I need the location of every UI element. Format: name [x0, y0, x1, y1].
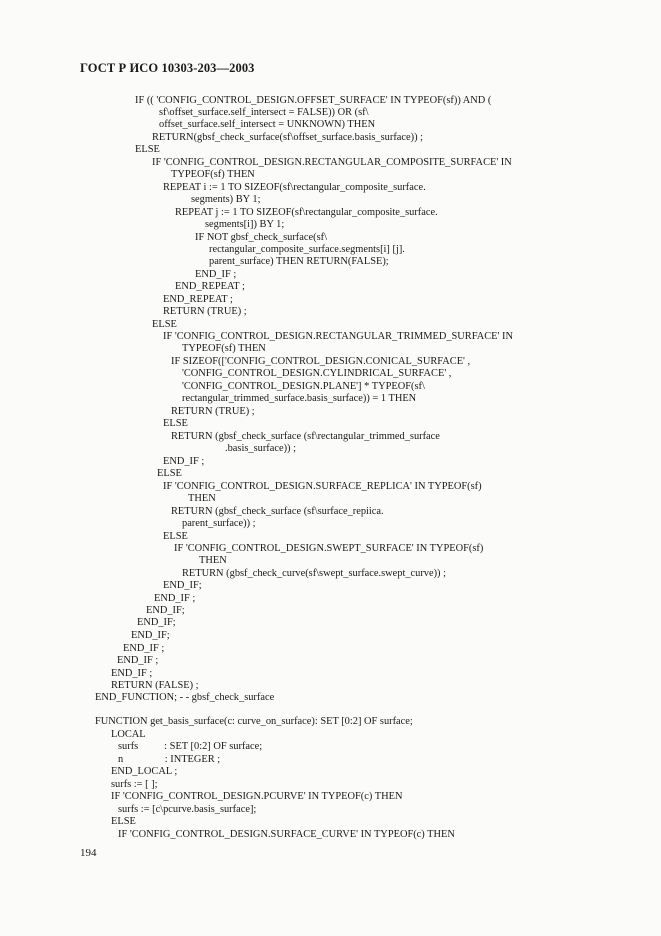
code-line: IF 'CONFIG_CONTROL_DESIGN.SWEPT_SURFACE' IN TYPEOF(sf)	[174, 543, 484, 554]
code-line: END_IF ;	[195, 269, 237, 280]
code-line: RETURN (gbsf_check_curve(sf\swept_surface.swept_curve)) ;	[182, 568, 447, 579]
code-line: END_REPEAT ;	[163, 294, 233, 305]
code-line: THEN	[199, 555, 227, 566]
code-line: LOCAL	[111, 729, 146, 740]
document-header: ГОСТ Р ИСО 10303-203—2003	[80, 61, 255, 75]
code-line: REPEAT j := 1 TO SIZEOF(sf\rectangular_composite_surface.	[175, 207, 438, 218]
code-line: IF 'CONFIG_CONTROL_DESIGN.RECTANGULAR_TRIMMED_SURFACE' IN	[163, 331, 513, 342]
code-line: END_IF;	[131, 630, 170, 641]
code-line: sf\offset_surface.self_intersect = FALSE)) OR (sf\	[159, 107, 369, 118]
code-line: segments[i]) BY 1;	[205, 219, 285, 230]
code-line: END_IF ;	[123, 643, 165, 654]
code-line: IF 'CONFIG_CONTROL_DESIGN.RECTANGULAR_COMPOSITE_SURFACE' IN	[152, 157, 512, 168]
code-line: RETURN (TRUE) ;	[163, 306, 247, 317]
code-line: IF 'CONFIG_CONTROL_DESIGN.PCURVE' IN TYPEOF(c) THEN	[111, 791, 403, 802]
code-line: IF 'CONFIG_CONTROL_DESIGN.SURFACE_REPLICA' IN TYPEOF(sf)	[163, 481, 482, 492]
code-line: FUNCTION get_basis_surface(c: curve_on_surface): SET [0:2] OF surface;	[95, 716, 413, 727]
code-line: n : INTEGER ;	[118, 754, 221, 765]
code-line: IF NOT gbsf_check_surface(sf\	[195, 232, 327, 243]
code-line: 'CONFIG_CONTROL_DESIGN.CYLINDRICAL_SURFACE' ,	[182, 368, 452, 379]
code-line: parent_surface) THEN RETURN(FALSE);	[209, 256, 389, 267]
code-line: IF 'CONFIG_CONTROL_DESIGN.SURFACE_CURVE' IN TYPEOF(c) THEN	[118, 829, 455, 840]
code-line: RETURN (FALSE) ;	[111, 680, 199, 691]
code-line: END_IF ;	[154, 593, 196, 604]
code-line: IF SIZEOF(['CONFIG_CONTROL_DESIGN.CONICAL_SURFACE' ,	[171, 356, 471, 367]
code-line: ELSE	[157, 468, 182, 479]
code-line: END_IF;	[137, 617, 176, 628]
code-line: END_IF ;	[117, 655, 159, 666]
code-line: surfs := [ ];	[111, 779, 158, 790]
code-line: END_LOCAL ;	[111, 766, 178, 777]
code-line: ELSE	[152, 319, 177, 330]
code-line: TYPEOF(sf) THEN	[182, 343, 266, 354]
code-line: REPEAT i := 1 TO SIZEOF(sf\rectangular_composite_surface.	[163, 182, 426, 193]
code-line: rectangular_trimmed_surface.basis_surface)) = 1 THEN	[182, 393, 417, 404]
code-line: segments) BY 1;	[191, 194, 261, 205]
code-line: END_IF ;	[111, 668, 153, 679]
code-line: surfs := [c\pcurve.basis_surface];	[118, 804, 257, 815]
code-line: END_IF;	[163, 580, 202, 591]
code-line: ELSE	[111, 816, 136, 827]
code-line: TYPEOF(sf) THEN	[171, 169, 255, 180]
code-line: 'CONFIG_CONTROL_DESIGN.PLANE'] * TYPEOF(sf\	[182, 381, 425, 392]
code-line: rectangular_composite_surface.segments[i] [j].	[209, 244, 405, 255]
code-line: ELSE	[135, 144, 160, 155]
code-line: surfs : SET [0:2] OF surface;	[118, 741, 263, 752]
code-line: IF (( 'CONFIG_CONTROL_DESIGN.OFFSET_SURFACE' IN TYPEOF(sf)) AND (	[135, 95, 492, 106]
code-line: offset_surface.self_intersect = UNKNOWN) THEN	[159, 119, 376, 130]
code-line: ELSE	[163, 418, 188, 429]
code-line: END_REPEAT ;	[175, 281, 245, 292]
code-line: RETURN (TRUE) ;	[171, 406, 255, 417]
code-line: END_FUNCTION; - - gbsf_check_surface	[95, 692, 275, 703]
code-line: RETURN (gbsf_check_surface (sf\rectangular_trimmed_surface	[171, 431, 440, 442]
page-number: 194	[80, 847, 97, 859]
code-line: RETURN(gbsf_check_surface(sf\offset_surface.basis_surface)) ;	[152, 132, 424, 143]
code-line: parent_surface)) ;	[182, 518, 256, 529]
code-line: ELSE	[163, 531, 188, 542]
code-line: .basis_surface)) ;	[225, 443, 296, 454]
code-line: RETURN (gbsf_check_surface (sf\surface_repiica.	[171, 506, 384, 517]
code-line: THEN	[188, 493, 216, 504]
code-line: END_IF;	[146, 605, 185, 616]
code-line: END_IF ;	[163, 456, 205, 467]
